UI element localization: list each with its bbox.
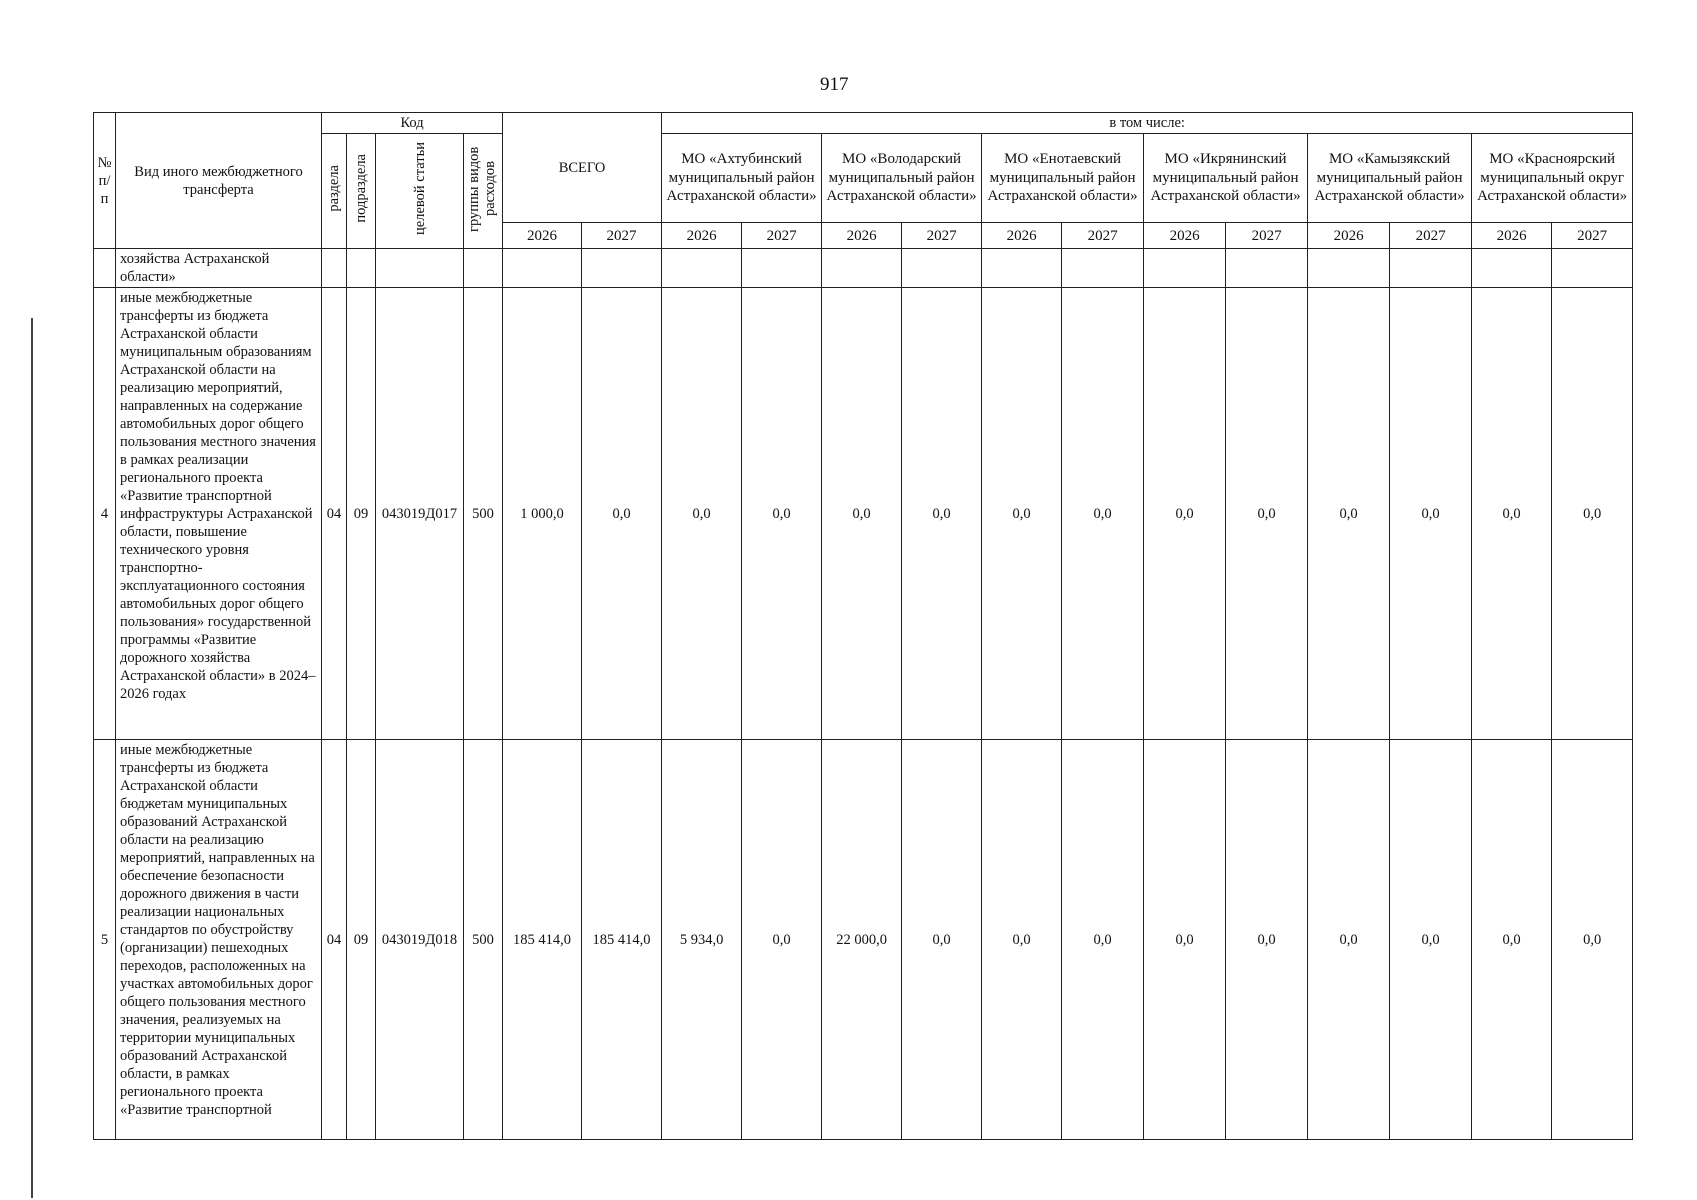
row-description: иные межбюджетные трансферты из бюджета Астраханской области бюджетам муниципальных образований Астраханской области на реализацию мероприятий, направленных на обеспечение безопасности дорожного движения в части реализации национальных стандартов по обустройству (организации) пешеходных переходов, расположенных на участках автомобильных дорог общего пользования местного значения, реализуемых на территории муниципальных образований Астраханской области, в рамках регионального проекта «Развитие транспортной (116, 740, 322, 1140)
cell-value: 22 000,0 (822, 740, 902, 1140)
year-header: 2027 (1062, 223, 1144, 249)
code-podrazdel-header (347, 134, 376, 249)
year-header: 2027 (742, 223, 822, 249)
year-header: 2027 (1226, 223, 1308, 249)
row-total-2027: 185 414,0 (582, 740, 662, 1140)
mo-header-akhtubinsky: МО «Ахтубинский муниципальный район Астраханской области» (662, 134, 822, 223)
col-type-label: Вид иного межбюджетного трансферта (134, 163, 303, 198)
cell-value: 0,0 (902, 740, 982, 1140)
year-header: 2026 (822, 223, 902, 249)
col-num-header (94, 113, 116, 249)
table-row (94, 288, 1633, 740)
row-razdel: 04 (322, 288, 347, 740)
code-gruppa-header (464, 134, 503, 249)
code-cel-header (376, 134, 464, 249)
cell-value (662, 249, 742, 288)
col-num-label: № п/п (97, 154, 112, 207)
cell-value: 0,0 (1552, 740, 1633, 1140)
cell-value (902, 249, 982, 288)
row-cel-statia: 043019Д018 (376, 740, 464, 1140)
code-podrazdel-label: подраздела (353, 154, 369, 223)
code-cel-label: целевой статьи (411, 142, 428, 235)
cell-value: 0,0 (1144, 740, 1226, 1140)
mo-header-krasnoyarsky: МО «Красноярский муниципальный округ Астраханской области» (1472, 134, 1633, 223)
row-num (94, 249, 116, 288)
cell-value (1308, 249, 1390, 288)
code-razdel-label: раздела (326, 165, 342, 212)
mo-header-enotaevsky: МО «Енотаевский муниципальный район Астраханской области» (982, 134, 1144, 223)
code-gruppa-label: группы видов расходов (466, 145, 499, 232)
cell-value: 0,0 (1552, 288, 1633, 740)
cell-value (742, 249, 822, 288)
cell-value: 0,0 (1390, 740, 1472, 1140)
cell-value: 0,0 (1144, 288, 1226, 740)
year-header: 2027 (1390, 223, 1472, 249)
table-row (94, 740, 1633, 1140)
cell-value: 0,0 (982, 288, 1062, 740)
row-total-2026: 1 000,0 (503, 288, 582, 740)
cell-value: 0,0 (1472, 740, 1552, 1140)
mo-header-ikryaninsky: МО «Икрянинский муниципальный район Астраханской области» (1144, 134, 1308, 223)
cell-value: 0,0 (742, 288, 822, 740)
code-group-header: Код (322, 113, 503, 134)
code-razdel-header (322, 134, 347, 249)
year-header: 2026 (503, 223, 582, 249)
cell-value: 0,0 (1226, 740, 1308, 1140)
cell-value: 0,0 (822, 288, 902, 740)
row-razdel: 04 (322, 740, 347, 1140)
cell-value: 5 934,0 (662, 740, 742, 1140)
table-row (94, 249, 1633, 288)
cell-value: 0,0 (1308, 740, 1390, 1140)
row-total-2026: 185 414,0 (503, 740, 582, 1140)
row-description: хозяйства Астраханской области» (116, 249, 322, 288)
cell-value (822, 249, 902, 288)
including-header: в том числе: (662, 113, 1633, 134)
row-podrazdel: 09 (347, 740, 376, 1140)
row-cel-statia: 043019Д017 (376, 288, 464, 740)
cell-value (1552, 249, 1633, 288)
year-header: 2026 (1472, 223, 1552, 249)
mo-header-volodarsky: МО «Володарский муниципальный район Астраханской области» (822, 134, 982, 223)
cell-value: 0,0 (982, 740, 1062, 1140)
total-header: ВСЕГО (503, 113, 662, 223)
row-description: иные межбюджетные трансферты из бюджета Астраханской области муниципальным образованиям Астраханской области на реализацию мероприятий, направленных на содержание автомобильных дорог общего пользования местного значения в рамках реализации регионального проекта «Развитие транспортной инфраструктуры Астраханской области, повышение технического уровня транспортно-эксплуатационного состояния автомобильных дорог общего пользования» государственной программы «Развитие дорожного хозяйства Астраханской области» в 2024–2026 годах (116, 288, 322, 740)
year-header: 2026 (1308, 223, 1390, 249)
row-gruppa (464, 249, 503, 288)
cell-value: 0,0 (662, 288, 742, 740)
row-num: 5 (94, 740, 116, 1140)
row-total-2027 (582, 249, 662, 288)
cell-value (1390, 249, 1472, 288)
row-total-2027: 0,0 (582, 288, 662, 740)
row-razdel (322, 249, 347, 288)
cell-value: 0,0 (1226, 288, 1308, 740)
row-podrazdel: 09 (347, 288, 376, 740)
year-header: 2027 (582, 223, 662, 249)
row-num: 4 (94, 288, 116, 740)
year-header: 2027 (1552, 223, 1633, 249)
year-header: 2026 (1144, 223, 1226, 249)
year-header: 2027 (902, 223, 982, 249)
cell-value (1226, 249, 1308, 288)
row-total-2026 (503, 249, 582, 288)
row-gruppa: 500 (464, 740, 503, 1140)
row-gruppa: 500 (464, 288, 503, 740)
cell-value (1472, 249, 1552, 288)
cell-value: 0,0 (1308, 288, 1390, 740)
cell-value (982, 249, 1062, 288)
margin-line (31, 318, 33, 1198)
cell-value: 0,0 (902, 288, 982, 740)
mo-header-kamyzyaksky: МО «Камызякский муниципальный район Астраханской области» (1308, 134, 1472, 223)
page-number: 917 (820, 74, 849, 95)
row-podrazdel (347, 249, 376, 288)
cell-value (1144, 249, 1226, 288)
year-header: 2026 (662, 223, 742, 249)
row-cel-statia (376, 249, 464, 288)
cell-value: 0,0 (1390, 288, 1472, 740)
cell-value: 0,0 (1062, 288, 1144, 740)
cell-value: 0,0 (742, 740, 822, 1140)
year-header: 2026 (982, 223, 1062, 249)
budget-table (93, 112, 1633, 1140)
cell-value (1062, 249, 1144, 288)
cell-value: 0,0 (1062, 740, 1144, 1140)
col-type-header (116, 113, 322, 249)
cell-value: 0,0 (1472, 288, 1552, 740)
